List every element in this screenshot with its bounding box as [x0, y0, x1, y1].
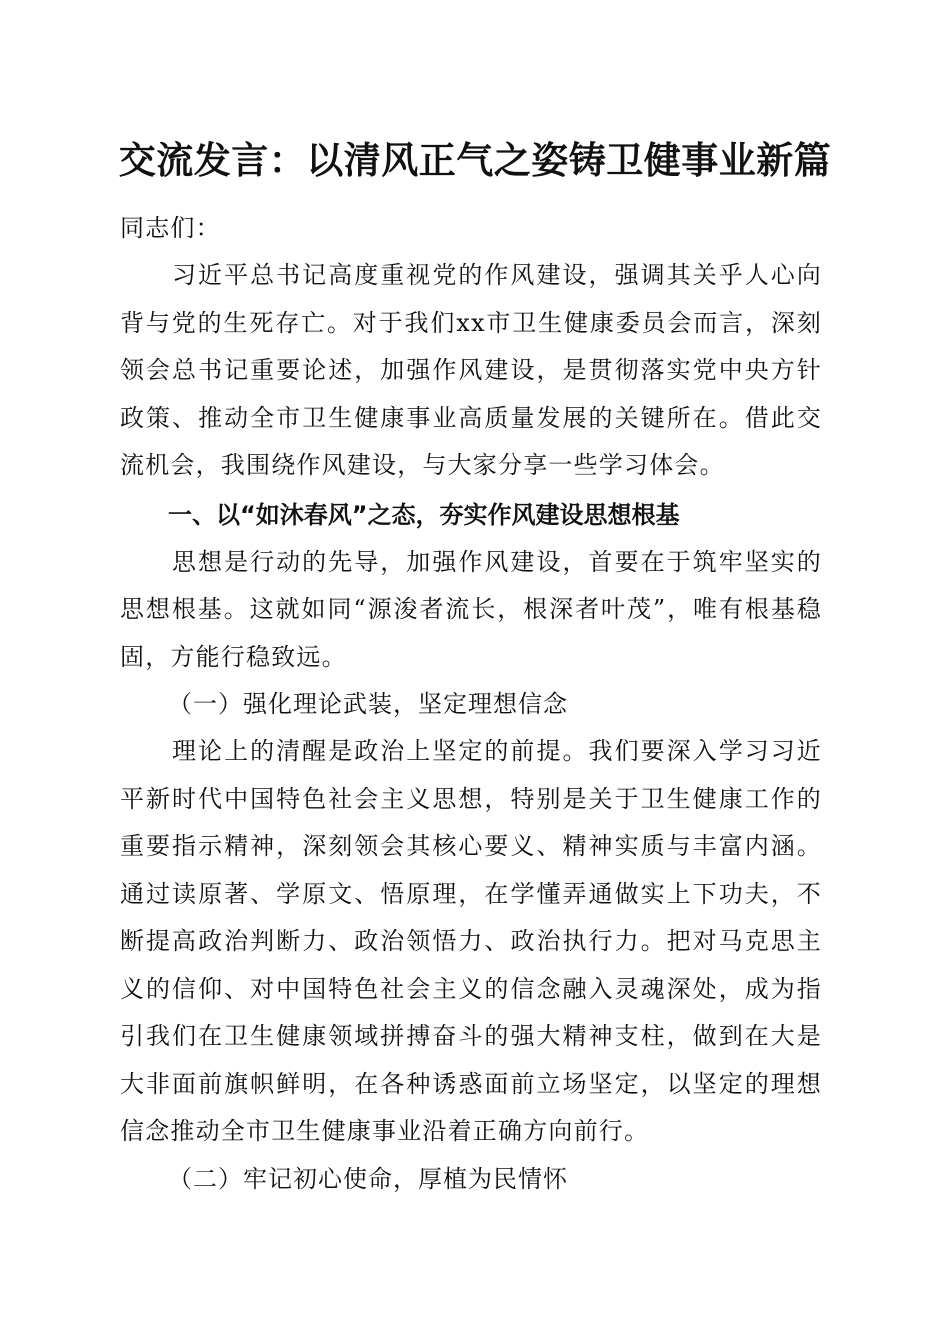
intro-paragraph: 习近平总书记高度重视党的作风建设，强调其关乎人心向背与党的生死存亡。对于我们xx市卫生健康委员会而言，深刻领会总书记重要论述，加强作风建设，是贯彻落实党中央方针政策、推动全市卫生健康事业高质量发展的关键所在。借此交流机会，我围绕作风建设，与大家分享一些学习体会。 — [120, 261, 822, 479]
subsection-1-heading: （一）强化理论武装，坚定理想信念 — [168, 690, 568, 718]
subsection-2-heading: （二）牢记初心使命，厚植为民情怀 — [168, 1164, 568, 1193]
salutation: 同志们： — [120, 214, 221, 242]
section-1-heading: 一、以“如沐春风”之态，夯实作风建设思想根基 — [168, 500, 680, 529]
section-1-paragraph: 思想是行动的先导，加强作风建设，首要在于筑牢坚实的思想根基。这就如同“源浚者流长，根深者叶茂”，唯有根基稳固，方能行稳致远。 — [120, 547, 822, 671]
document-body — [120, 205, 822, 1203]
subsection-1-paragraph: 理论上的清醒是政治上坚定的前提。我们要深入学习习近平新时代中国特色社会主义思想，特别是关于卫生健康工作的重要指示精神，深刻领会其核心要义、精神实质与丰富内涵。通过读原著、学原文、悟原理，在学懂弄通做实上下功夫，不断提高政治判断力、政治领悟力、政治执行力。把对马克思主义的信仰、对中国特色社会主义的信念融入灵魂深处，成为指引我们在卫生健康领域拼搏奋斗的强大精神支柱，做到在大是大非面前旗帜鲜明，在各种诱惑面前立场坚定，以坚定的理想信念推动全市卫生健康事业沿着正确方向前行。 — [120, 737, 822, 1145]
document-title: 交流发言：以清风正气之姿铸卫健事业新篇 — [118, 138, 832, 182]
